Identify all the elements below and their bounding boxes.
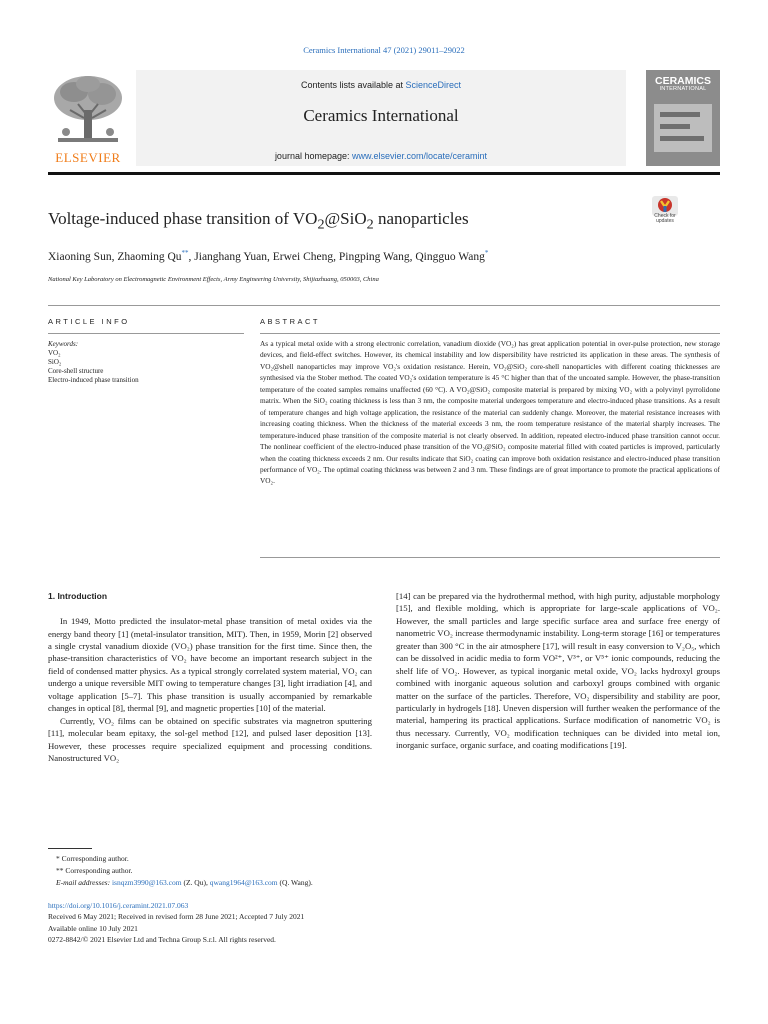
cover-title: CERAMICS INTERNATIONAL: [654, 75, 711, 93]
sciencedirect-link[interactable]: ScienceDirect: [405, 80, 462, 90]
journal-reference[interactable]: Ceramics International 47 (2021) 29011–29022: [303, 45, 465, 55]
journal-homepage-line: journal homepage: www.elsevier.com/locate/ceramint: [274, 151, 488, 161]
journal-cover-thumbnail[interactable]: [646, 70, 720, 166]
keywords-block: [48, 340, 244, 385]
keyword-item: VO₂: [48, 349, 61, 358]
affiliation: National Key Laboratory on Electromagnetic Environment Effects, Army Engineering University, Shijiazhuang, 050003, China: [48, 276, 379, 283]
crossmark-label: Check for updates: [654, 213, 676, 224]
author-name[interactable]: Pingping Wang: [338, 250, 410, 263]
author-name[interactable]: Zhaoming Qu: [117, 250, 182, 263]
footnote-rule: [48, 848, 92, 849]
journal-homepage-link[interactable]: www.elsevier.com/locate/ceramint: [352, 151, 488, 161]
contents-line: Contents lists available at ScienceDirect: [300, 80, 462, 90]
author-name[interactable]: Qingguo Wang: [415, 250, 485, 263]
corresponding-mark[interactable]: **: [181, 249, 189, 257]
abstract-heading: ABSTRACT: [260, 317, 321, 326]
email-link[interactable]: isnqzm3990@163.com: [111, 878, 182, 887]
masthead-box: [136, 70, 626, 166]
publication-info: [48, 900, 548, 945]
footnote-emails: E-mail addresses: isnqzm3990@163.com (Z. Qu), qwang1964@163.com (Q. Wang).: [56, 878, 313, 887]
keyword-item: Core-shell structure: [48, 367, 104, 376]
author-list: Xiaoning Sun, Zhaoming Qu**, Jianghang Yuan, Erwei Cheng, Pingping Wang, Qingguo Wang*: [48, 249, 489, 263]
body-column-right: [396, 590, 720, 752]
cover-image: [654, 104, 712, 152]
author-name[interactable]: Erwei Cheng: [272, 250, 334, 263]
elsevier-wordmark: ELSEVIER: [55, 150, 121, 165]
abstract-bottom-rule: [260, 557, 720, 558]
abstract-rule: [260, 333, 720, 334]
body-paragraph: [14] can be prepared via the hydrothermal method, with high purity, adjustable morphology [15], and flexible molding, which is appropriate for large-scale applications of VO₂. However, the small particles and large specific surface area and surface free energy of nanometric VO₂ increase thermodynamic instability. Long-term storage [16] or temperatures greater than 300 °C in the air atmosphere [17], will result in easy conversion to V₂O₅, which can be dissolved in acidic media to form VO²⁺, V³⁺, or V⁵⁺ ionic compounds, reducing the shelf life of VO₂. However, as typical inorganic metal oxide, VO₂ lacks hydroxyl groups combined with inorganic aqueous solution and carboxyl groups combined with organic matter on the surface of the particles. Therefore, VO₂ dispersibility and stability are poor, particularly in hydrogels [18]. Uneven dispersion will further weaken the performance of the material, hampering its practical applications. Surface modification of nanometric VO₂ is thus necessary. Currently, VO₂ modification techniques can be divided into metal ion, inorganic surface, organic surface, and coating modifications [19].: [396, 591, 720, 751]
keyword-item: Electro-induced phase transition: [48, 376, 139, 385]
introduction-heading: 1. Introduction: [48, 591, 108, 601]
keyword-item: SiO₂: [48, 358, 62, 367]
abstract-text: As a typical metal oxide with a strong electronic correlation, vanadium dioxide (VO₂) has great application potential in over-pulse protection, new storage devices, and field-effect switches. However, its chemical instability and low dispersibility have restricted its application in these areas. The synthesis of VO₂@shell nanoparticles may improve VO₂'s oxidation resistance. Herein, VO₂@SiO₂ core-shell nanoparticles with different coating thicknesses are synthesised via the Stober method. The coated VO₂'s oxidation temperature is 45 °C higher than that of the uncoated sample. However, the phase-transition temperature of the coated samples remains unaffected (60 °C). A VO₂@SiO₂ composite material is prepared by mixing VO₂ with a polyvinyl pyrrolidone matrix. When the SiO₂ coating thickness is less than 3 nm, the composite material undergoes temperature and electro-induced phase transitions. As a result of temperature changes and high voltage application, the resistance of the material can suddenly change. Moreover, the material resistance increases with increasing coating thickness. When the thickness of the material exceeds 3 nm, the room temperature resistance of the material sharply increases. The temperature-induced phase transition of the composite material is not clearly observed. In addition, repeated electro-induced phase transition cannot occur. The nonlinear coefficient of the electro-induced phase transition of the VO₂@SiO₂ composite material filled with coated particles is improved, particularly when the coating thickness exceeds 2 nm. Our results indicate that SiO₂ coating can improve both oxidation resistance and electro-induced phase transition performance of VO₂. The optimal coating thickness was between 2 and 3 nm. These findings are of great importance to promote the practical applications of VO₂.: [260, 339, 720, 486]
body-paragraph: Currently, VO₂ films can be obtained on specific substrates via magnetron sputtering [11], molecular beam epitaxy, the sol-gel method [12], and pulsed laser deposition [13]. However, these processes require specialized equipment and processing conditions. Nanostructured VO₂: [48, 715, 372, 763]
body-column-left: [48, 590, 372, 764]
available-online: Available online 10 July 2021: [48, 923, 138, 933]
corresponding-mark[interactable]: *: [484, 249, 489, 257]
check-for-updates-badge[interactable]: [648, 196, 682, 230]
footnote-corresponding-2: ** Corresponding author.: [56, 866, 133, 875]
author-name[interactable]: Xiaoning Sun: [48, 250, 112, 263]
section-divider: [48, 305, 720, 306]
keywords-label: Keywords:: [48, 340, 79, 348]
article-info-heading: ARTICLE INFO: [48, 317, 130, 326]
journal-masthead: [48, 70, 720, 166]
article-info-rule: [48, 333, 244, 334]
footnote-corresponding-1: * Corresponding author.: [56, 854, 129, 863]
journal-name: Ceramics International: [303, 106, 459, 125]
copyright: 0272-8842/© 2021 Elsevier Ltd and Techna Group S.r.l. All rights reserved.: [48, 934, 276, 944]
elsevier-tree-logo: [48, 70, 128, 166]
email-link[interactable]: qwang1964@163.com: [209, 878, 278, 887]
article-title: Voltage-induced phase transition of $VO_2@SiO_2$ nanoparticles: [48, 209, 469, 233]
received-dates: Received 6 May 2021; Received in revised form 28 June 2021; Accepted 7 July 2021: [48, 912, 305, 922]
tree-icon: [48, 70, 128, 150]
doi-link[interactable]: https://doi.org/10.1016/j.ceramint.2021.07.063: [48, 901, 189, 910]
header-divider: [48, 172, 720, 175]
body-paragraph: In 1949, Motto predicted the insulator-metal phase transition of metal oxides via the energy band theory [1] (metal-insulator transition, MIT). Then, in 1959, Morin [2] observed a single crystal vanadium dioxide (VO₂) phase transition for the first time. Since then, the phase-transition characteristics of VO₂ have become an important research subject in the field of condensed matter physics. As a typical strongly correlated system material, VO₂ can undergo a unique reversible MIT owing to temperature changes [3], light irradiation [4], and voltage application [5–7]. This phase transition is usually accompanied by remarkable changes in optical [8], thermal [9], and magnetic properties [10] of the material.: [48, 616, 372, 714]
author-name[interactable]: Jianghang Yuan: [194, 250, 267, 263]
footnotes: [48, 853, 448, 889]
